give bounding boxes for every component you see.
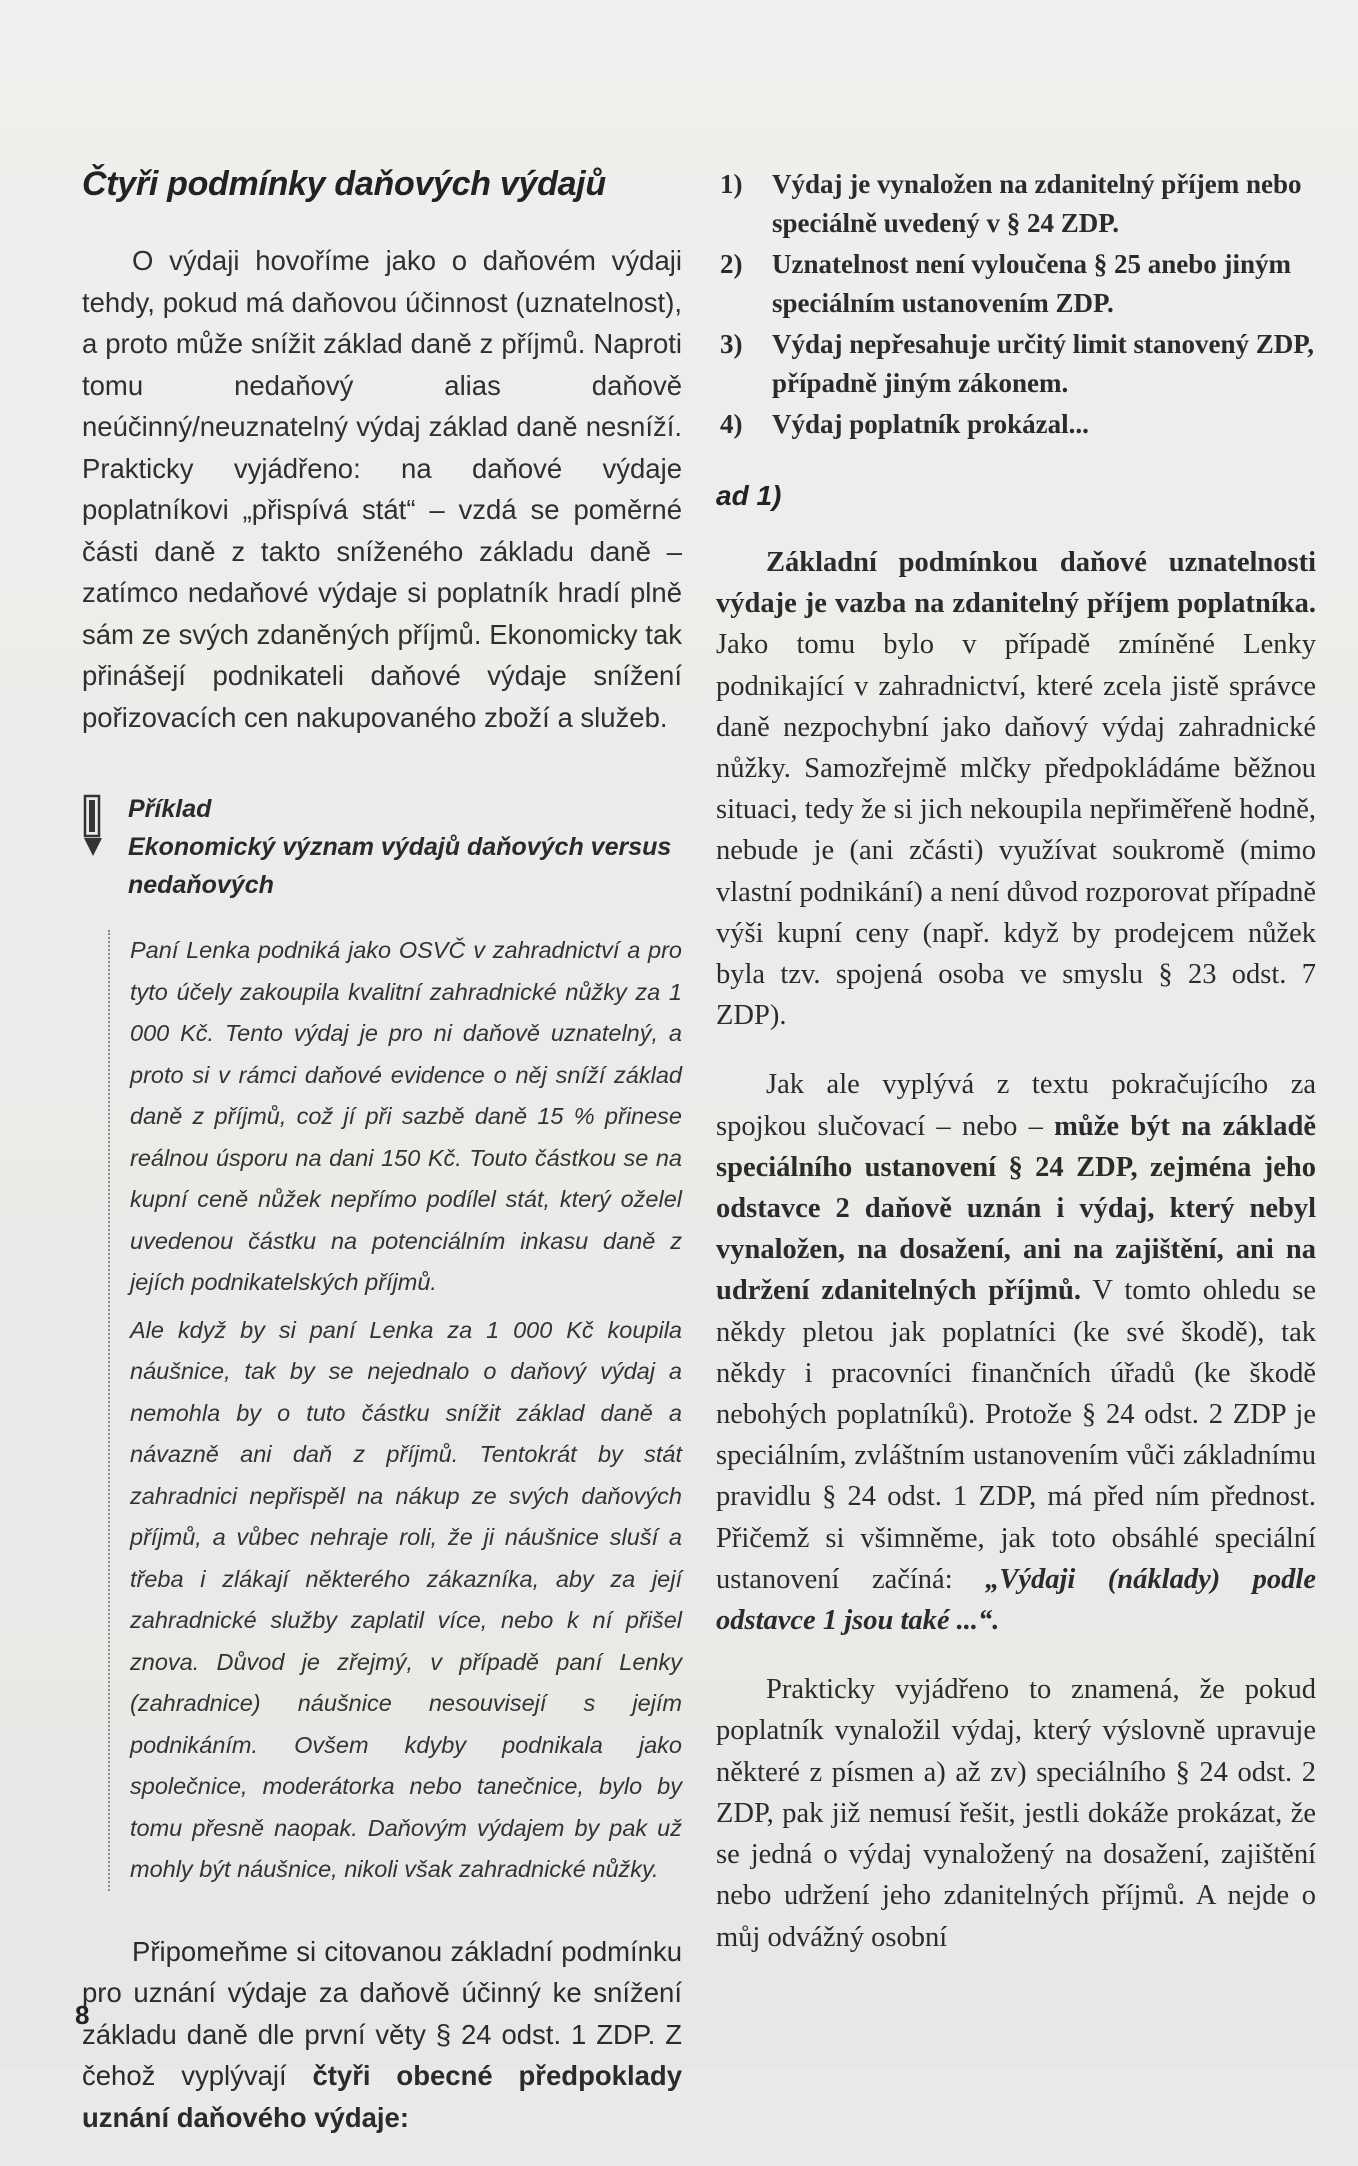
example-paragraph-2: Ale když by si paní Lenka za 1 000 Kč koupila náušnice, tak by se nejednalo o daňový výdaj a nemohla by o tuto částku snížit základ daně a návazně ani daň z příjmů. Tentokrát by stát zahradnici nepřispěl na nákup ze svých daňových příjmů, a vůbec nehraje roli, že ji náušnice sluší a třeba i zlákají některého zákazníka, aby za její zahradnické služby zaplatil více, nebo k ní přišel znova. Důvod je zřejmý, v případě paní Lenky (zahradnice) náušnice nesouvisejí s jejím podnikáním. Ovšem kdyby podnikala jako společnice, moderátorka nebo tanečnice, bylo by tomu přesně naopak. Daňovým výdajem by pak už mohly být náušnice, nikoli však zahradnické nůžky. — [130, 1316, 682, 1882]
paragraph-quote: „Výdaji (náklady) podle odstavce 1 jsou také ...“. — [716, 1563, 1316, 1637]
condition-item — [716, 405, 1316, 444]
example-box — [82, 790, 682, 1891]
example-paragraph-1: Paní Lenka podniká jako OSVČ v zahradnictví a pro tyto účely zakoupila kvalitní zahradnické nůžky za 1 000 Kč. Tento výdaj je pro ni daňově uznatelný, a proto si v rámci daňové evidence o něj sníží základ daně z příjmů, což jí při sazbě daně 15 % přinese reálnou úsporu na dani 150 Kč. Touto částkou se na kupní ceně nůžek nepřímo podílel stát, který oželel uvedenou částku na potenciálním inkasu daně z jejích podnikatelských příjmů. — [130, 937, 682, 1295]
section-heading: Čtyři podmínky daňových výdajů — [82, 165, 606, 203]
example-marker-icon — [82, 794, 104, 860]
condition-number: 3) — [720, 329, 743, 359]
example-title: Ekonomický význam výdajů daňových versus nedaňových — [128, 833, 672, 899]
condition-text: Uznatelnost není vyloučena § 25 anebo jiným speciálním ustanovením ZDP. — [772, 249, 1292, 318]
conditions-list — [716, 165, 1316, 444]
condition-item — [716, 245, 1316, 323]
condition-text: Výdaj nepřesahuje určitý limit stanovený ZDP, případně jiným zákonem. — [772, 329, 1315, 398]
example-body — [108, 930, 682, 1891]
paragraph-text: V tomto ohledu se někdy pletou jak poplatníci (ke své škodě), tak někdy i pracovníci finančních úřadů (ke škodě nebohých poplatníků). Protože § 24 odst. 2 ZDP je speciálním, zvláštním ustanovením vůči základnímu pravidlu § 24 odst. 1 ZDP, má před ním přednost. Přičemž si všimněme, jak toto obsáhlé speciální ustanovení začíná: — [716, 1275, 1316, 1595]
paragraph-bold: může být na základě speciálního ustanovení § 24 ZDP, zejména jeho odstavce 2 daňově uznán i výdaj, který nebyl vynaložen, na dosažení, ani na zajištění, ani na udržení zdanitelných příjmů. — [716, 1110, 1316, 1307]
right-column — [716, 165, 1316, 1986]
condition-text: Výdaj poplatník prokázal... — [772, 409, 1089, 439]
page-number: 8 — [75, 2000, 90, 2030]
summary-text: Připomeňme si citovanou základní podmínku pro uznání výdaje za daňově účinný ke snížení základu daně dle první věty § 24 odst. 1 ZDP. Z čehož vyplývají — [82, 1935, 682, 2091]
condition-text: Výdaj je vynaložen na zdanitelný příjem nebo speciálně uvedený v § 24 ZDP. — [772, 169, 1302, 238]
summary-paragraph — [82, 1931, 682, 2139]
left-column — [82, 165, 682, 2166]
paragraph-text: Jak ale vyplývá z textu pokračujícího za spojkou slučovací – nebo – — [716, 1069, 1316, 1142]
example-label: Příklad — [128, 795, 212, 823]
summary-bold: čtyři obecné předpoklady uznání daňového výdaje: — [82, 2060, 682, 2133]
paragraph-bold: Základní podmínkou daňové uznatelnosti výdaje je vazba na zdanitelný příjem poplatníka. — [716, 547, 1316, 620]
condition-number: 1) — [720, 169, 743, 199]
paragraph-practical: Prakticky vyjádřeno to znamená, že pokud poplatník vynaložil výdaj, který výslovně upravuje některé z písmen a) až zv) speciálního § 24 odst. 2 ZDP, pak již nemusí řešit, jestli dokáže prokázat, že se jedná o výdaj vynaložený na dosažení, zajištění nebo udržení jeho zdanitelných příjmů. A nejde o můj odvážný osobní — [716, 1674, 1316, 1953]
paragraph-special-provision — [716, 1064, 1316, 1641]
condition-number: 4) — [720, 409, 743, 439]
condition-item — [716, 165, 1316, 243]
condition-item — [716, 325, 1316, 403]
paragraph-basic-condition — [716, 542, 1316, 1036]
subsection-heading: ad 1) — [716, 480, 782, 511]
paragraph-text: Jako tomu bylo v případě zmíněné Lenky podnikající v zahradnictví, které zcela jistě správce daně nezpochybní jako daňový výdaj zahradnické nůžky. Samozřejmě mlčky předpokládáme běžnou situaci, tedy že si jich nekoupila nepřiměřeně hodně, nebude je (ani zčásti) využívat soukromě (mimo vlastní podnikání) a není důvod rozporovat případně výši kupní ceny (např. když by prodejcem nůžek byla tzv. spojená osoba ve smyslu § 23 odst. 7 ZDP). — [716, 629, 1316, 1032]
condition-number: 2) — [720, 249, 743, 279]
intro-paragraph: O výdaji hovoříme jako o daňovém výdaji tehdy, pokud má daňovou účinnost (uznatelnost), a proto může snížit základ daně z příjmů. Naproti tomu nedaňový alias daňově neúčinný/neuznatelný výdaj základ daně nesníží. Prakticky vyjádřeno: na daňové výdaje poplatníkovi „přispívá stát“ – vzdá se poměrné části daně z takto sníženého základu daně – zatímco nedaňové výdaje si poplatník hradí plně sám ze svých zdaněných příjmů. Ekonomicky tak přinášejí podnikateli daňové výdaje snížení pořizovacích cen nakupovaného zboží a služeb. — [82, 245, 682, 733]
